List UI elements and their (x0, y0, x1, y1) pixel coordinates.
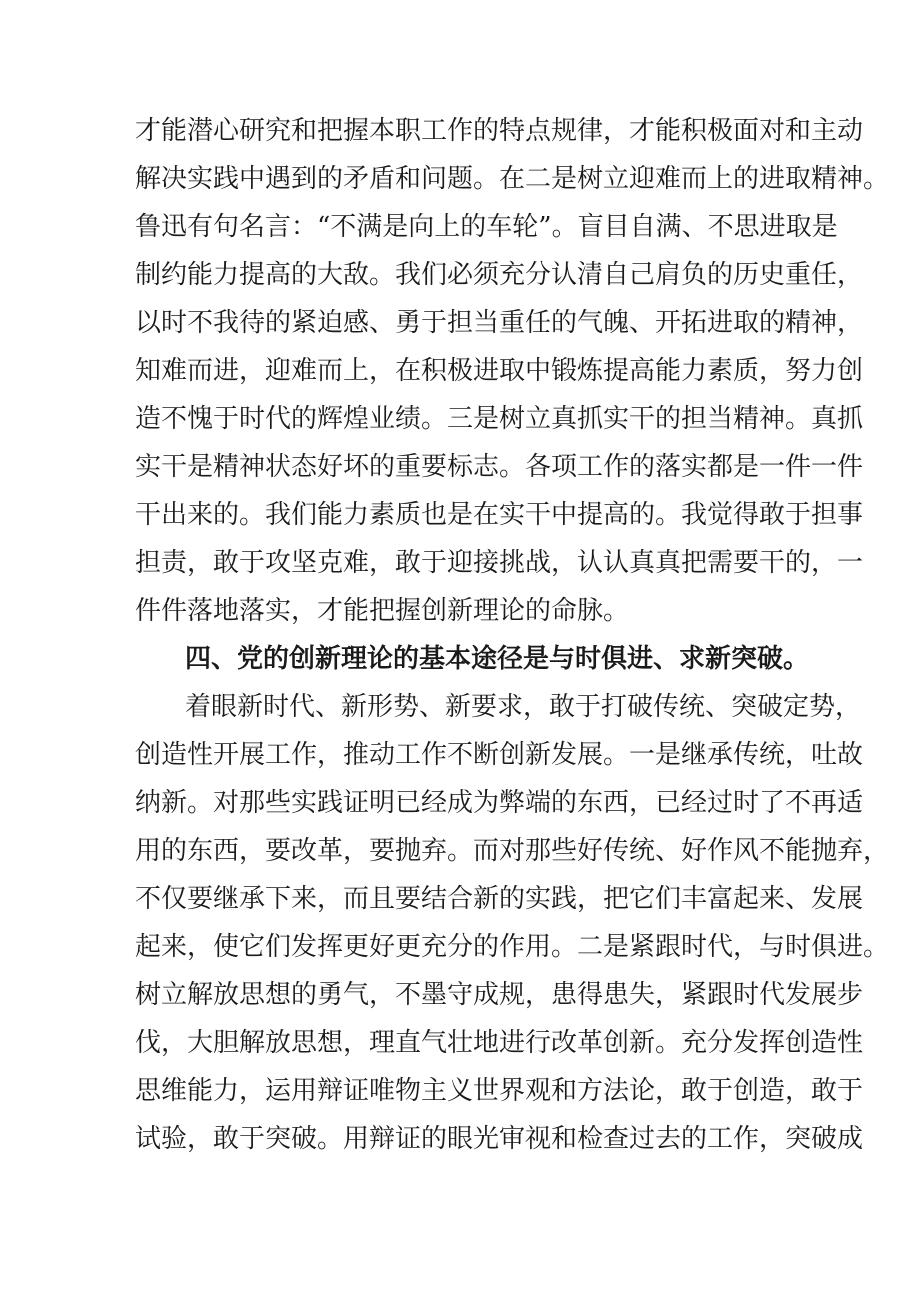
text-line: 伐，大胆解放思想，理直气壮地进行改革创新。充分发挥创造性 (135, 1028, 864, 1058)
text-line: 以时不我待的紧迫感、勇于担当重任的气魄、开拓进取的精神， (135, 308, 864, 338)
text-line: 用的东西，要改革，要抛弃。而对那些好传统、好作风不能抛弃， (135, 836, 890, 866)
text-line: 制约能力提高的大敌。我们必须充分认清自己肩负的历史重任， (135, 260, 864, 290)
text-line: 不仅要继承下来，而且要结合新的实践，把它们丰富起来、发展 (135, 884, 864, 914)
text-line: 造不愧于时代的辉煌业绩。三是树立真抓实干的担当精神。真抓 (135, 404, 864, 434)
text-line: 树立解放思想的勇气，不墨守成规，患得患失，紧跟时代发展步 (135, 980, 864, 1010)
text-line: 才能潜心研究和把握本职工作的特点规律，才能积极面对和主动 (135, 116, 864, 146)
text-line: 创造性开展工作，推动工作不断创新发展。一是继承传统，吐故 (135, 740, 864, 770)
text-line: 件件落地落实，才能把握创新理论的命脉。 (135, 596, 630, 626)
section-heading: 四、党的创新理论的基本途径是与时俱进、求新突破。 (185, 644, 810, 674)
text-line: 知难而进，迎难而上，在积极进取中锻炼提高能力素质，努力创 (135, 356, 864, 386)
text-line: 干出来的。我们能力素质也是在实干中提高的。我觉得敢于担事 (135, 500, 864, 530)
text-line: 担责，敢于攻坚克难，敢于迎接挑战，认认真真把需要干的，一 (135, 548, 864, 578)
text-line: 起来，使它们发挥更好更充分的作用。二是紧跟时代，与时俱进。 (135, 932, 890, 962)
text-line: 鲁迅有句名言：“不满是向上的车轮”。盲目自满、不思进取是 (135, 212, 838, 242)
document-body (135, 107, 890, 1163)
text-line: 思维能力，运用辩证唯物主义世界观和方法论，敢于创造，敢于 (135, 1076, 864, 1106)
text-line: 纳新。对那些实践证明已经成为弊端的东西，已经过时了不再适 (135, 788, 864, 818)
text-line: 实干是精神状态好坏的重要标志。各项工作的落实都是一件一件 (135, 452, 864, 482)
text-line: 试验，敢于突破。用辩证的眼光审视和检查过去的工作，突破成 (135, 1124, 864, 1154)
paragraph-first-line: 着眼新时代、新形势、新要求，敢于打破传统、突破定势， (185, 692, 862, 722)
text-line: 解决实践中遇到的矛盾和问题。在二是树立迎难而上的进取精神。 (135, 164, 890, 194)
